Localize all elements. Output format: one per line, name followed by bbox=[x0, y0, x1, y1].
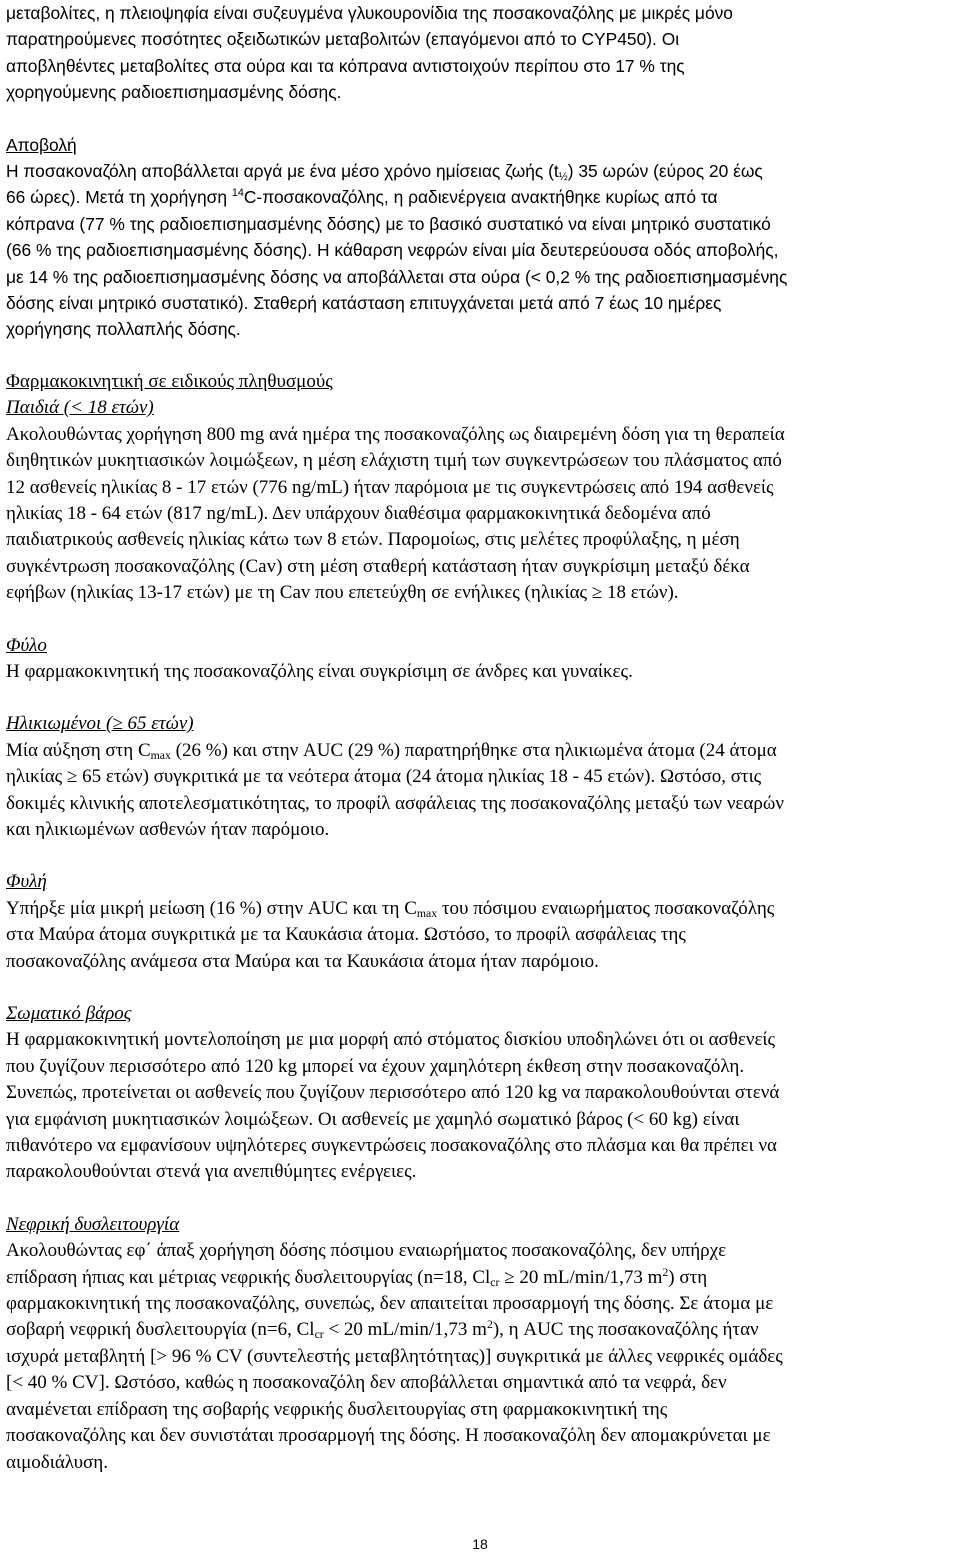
subsection-heading: Φύλο bbox=[6, 634, 47, 656]
text-line: με 14 % της ραδιοεπισημασμένης δόσης να αποβάλλεται στα ούρα (< 0,2 % της ραδιοεπισημασμένης bbox=[6, 266, 788, 287]
text-line: παιδιατρικούς ασθενείς ηλικίας κάτω των 8 ετών. Παρομοίως, στις μελέτες προφύλαξης, η μέση bbox=[6, 529, 740, 551]
text-line: [< 40 % CV]. Ωστόσο, καθώς η ποσακοναζόλη δεν αποβάλλεται σημαντικά από τα νεφρά, δεν bbox=[6, 1372, 727, 1394]
text-line: Η ποσακοναζόλη αποβάλλεται αργά με ένα μέσο χρόνο ημίσειας ζωής $(t_{\frac{1}{2}})$ 35 ωρών (εύρος 20 έως bbox=[6, 161, 763, 184]
text-line: φαρμακοκινητική της ποσακοναζόλης, συνεπώς, δεν απαιτείται προσαρμογή της δόσης. Σε άτομα με bbox=[6, 1293, 774, 1315]
text-line: Η φαρμακοκινητική της ποσακοναζόλης είναι συγκρίσιμη σε άνδρες και γυναίκες. bbox=[6, 660, 633, 682]
metabolism-continuation bbox=[6, 0, 956, 106]
text-line: Η φαρμακοκινητική μοντελοποίηση με μια μορφή από στόματος δισκίου υποδηλώνει ότι οι ασθενείς bbox=[6, 1029, 776, 1051]
text-line: αναμένεται επίδραση της σοβαρής νεφρικής δυσλειτουργίας στη φαρμακοκινητική της bbox=[6, 1398, 668, 1420]
text-line: δοκιμές κλινικής αποτελεσματικότητας, το προφίλ ασφάλειας της ποσακοναζόλης μεταξύ των νεαρών bbox=[6, 792, 784, 814]
text-line: διηθητικών μυκητιασικών λοιμώξεων, η μέση ελάχιστη τιμή των συγκεντρώσεων του πλάσματος από bbox=[6, 450, 782, 472]
text-line: αποβληθέντες μεταβολίτες στα ούρα και τα κόπρανα αντιστοιχούν περίπου στο 17 % της bbox=[6, 55, 685, 76]
subsection-heading: Σωματικό βάρος bbox=[6, 1003, 132, 1024]
text-line: ισχυρά μεταβλητή [> 96 % CV (συντελεστής μεταβλητότητας)] συγκριτικά με άλλες νεφρικές ομάδες bbox=[6, 1345, 783, 1367]
special-populations-section bbox=[6, 369, 956, 1476]
text-line: χορήγησης πολλαπλής δόσης. bbox=[6, 319, 241, 340]
subsection-heading: Φυλή bbox=[6, 871, 47, 893]
text-line: 12 ασθενείς ηλικίας 8 - 17 ετών (776 ng/mL) ήταν παρόμοια με τις συγκεντρώσεις από 194 ασθενείς bbox=[6, 476, 774, 498]
text-line: χορηγούμενης ραδιοεπισημασμένης δόσης. bbox=[6, 82, 342, 103]
elimination-section bbox=[6, 132, 956, 343]
text-line: μεταβολίτες, η πλειοψηφία είναι συζευγμένα γλυκουρονίδια της ποσακοναζόλης με μικρές μόνο bbox=[6, 3, 733, 23]
text-line: ηλικίας 18 - 64 ετών (817 ng/mL). Δεν υπάρχουν διαθέσιμα φαρμακοκινητικά δεδομένα από bbox=[6, 502, 711, 524]
text-line: κόπρανα (77 % της ραδιοεπισημασμένης δόσης) με το βασικό συστατικό να είναι μητρικό συστατικό bbox=[6, 213, 771, 234]
subsection-heading: Νεφρική δυσλειτουργία bbox=[6, 1213, 180, 1235]
text-line: 66 ώρες). Μετά τη χορήγηση $^{14}$C-ποσακοναζόλης, η ραδιενέργεια ανακτήθηκε κυρίως από τα bbox=[6, 187, 718, 208]
text-line: ποσακοναζόλης και δεν συνιστάται προσαρμογή της δόσης. Η ποσακοναζόλη δεν απομακρύνεται με bbox=[6, 1425, 771, 1447]
text-line: για εμφάνιση μυκητιασικών λοιμώξεων. Οι ασθενείς με χαμηλό σωματικό βάρος (< 60 kg) είναι bbox=[6, 1108, 740, 1130]
text-line: επίδραση ήπιας και μέτριας νεφρικής δυσλειτουργίας (n=18, $Cl_{cr} \ge 20$ mL/min/1,73 $m^2$) στη bbox=[6, 1265, 708, 1289]
text-line: ηλικίας ≥ 65 ετών) συγκριτικά με τα νεότερα άτομα (24 άτομα ηλικίας 18 - 45 ετών). Ωστόσο, στις bbox=[6, 766, 762, 788]
text-line: Μία αύξηση στη $C_{max}$ (26 %) και στην AUC (29 %) παρατηρήθηκε στα ηλικιωμένα άτομα (24 άτομα bbox=[6, 739, 777, 762]
text-line: Ακολουθώντας εφ΄ άπαξ χορήγηση δόσης πόσιμου εναιωρήματος ποσακοναζόλης, δεν υπήρχε bbox=[6, 1240, 727, 1262]
text-line: εφήβων (ηλικίας 13-17 ετών) με τη Cav που επετεύχθη σε ενήλικες (ηλικίας ≥ 18 ετών). bbox=[6, 582, 679, 604]
text-line: Συνεπώς, προτείνεται οι ασθενείς που ζυγίζουν περισσότερο από 120 kg να παρακολουθούνται στενά bbox=[6, 1082, 780, 1104]
text-line: σοβαρή νεφρική δυσλειτουργία (n=6, $Cl_{cr} < 20$ mL/min/1,73 $m^2$), η AUC της ποσακοναζόλης ήταν bbox=[6, 1318, 759, 1342]
text-line: (66 % της ραδιοεπισημασμένης δόσης). Η κάθαρση νεφρών είναι μία δευτερεύουσα οδός αποβολής, bbox=[6, 240, 779, 261]
text-line: αιμοδιάλυση. bbox=[6, 1451, 108, 1473]
section-heading: Φαρμακοκινητική σε ειδικούς πληθυσμούς bbox=[6, 370, 333, 392]
subsection-heading: Παιδιά (< 18 ετών) bbox=[6, 397, 154, 419]
text-line: πιθανότερο να εμφανίσουν υψηλότερες συγκεντρώσεις ποσακοναζόλης στο πλάσμα και θα πρέπει να bbox=[6, 1135, 777, 1157]
page-number: 18 bbox=[472, 1536, 488, 1552]
text-line: στα Μαύρα άτομα συγκριτικά με τα Καυκάσια άτομα. Ωστόσο, το προφίλ ασφάλειας της bbox=[6, 924, 686, 946]
subsection-heading: Ηλικιωμένοι (≥ 65 ετών) bbox=[6, 713, 194, 735]
text-line: δόσης είναι μητρικό συστατικό). Σταθερή κατάσταση επιτυγχάνεται μετά από 7 έως 10 ημέρες bbox=[6, 293, 722, 314]
document-page bbox=[6, 0, 956, 1476]
text-line: συγκέντρωση ποσακοναζόλης (Cav) στη μέση σταθερή κατάσταση ήταν συγκρίσιμη μεταξύ δέκα bbox=[6, 555, 750, 577]
text-line: Ακολουθώντας χορήγηση 800 mg ανά ημέρα της ποσακοναζόλης ως διαιρεμένη δόση για τη θεραπεία bbox=[6, 423, 785, 445]
text-line: και ηλικιωμένων ασθενών ήταν παρόμοιο. bbox=[6, 818, 330, 840]
text-line: παρακολουθούνται στενά για ανεπιθύμητες ενέργειες. bbox=[6, 1161, 417, 1183]
text-line: ποσακοναζόλης ανάμεσα στα Μαύρα και τα Καυκάσια άτομα ήταν παρόμοιο. bbox=[6, 950, 599, 972]
text-line: που ζυγίζουν περισσότερο από 120 kg μπορεί να έχουν χαμηλότερη έκθεση στην ποσακοναζόλη. bbox=[6, 1055, 745, 1077]
text-line: Υπήρξε μία μικρή μείωση (16 %) στην AUC και τη $C_{max}$ του πόσιμου εναιωρήματος ποσακοναζόλης bbox=[6, 897, 775, 920]
text-line: παρατηρούμενες ποσότητες οξειδωτικών μεταβολιτών (επαγόμενοι από το CYP450). Οι bbox=[6, 29, 680, 50]
section-heading: Αποβολή bbox=[6, 134, 77, 155]
